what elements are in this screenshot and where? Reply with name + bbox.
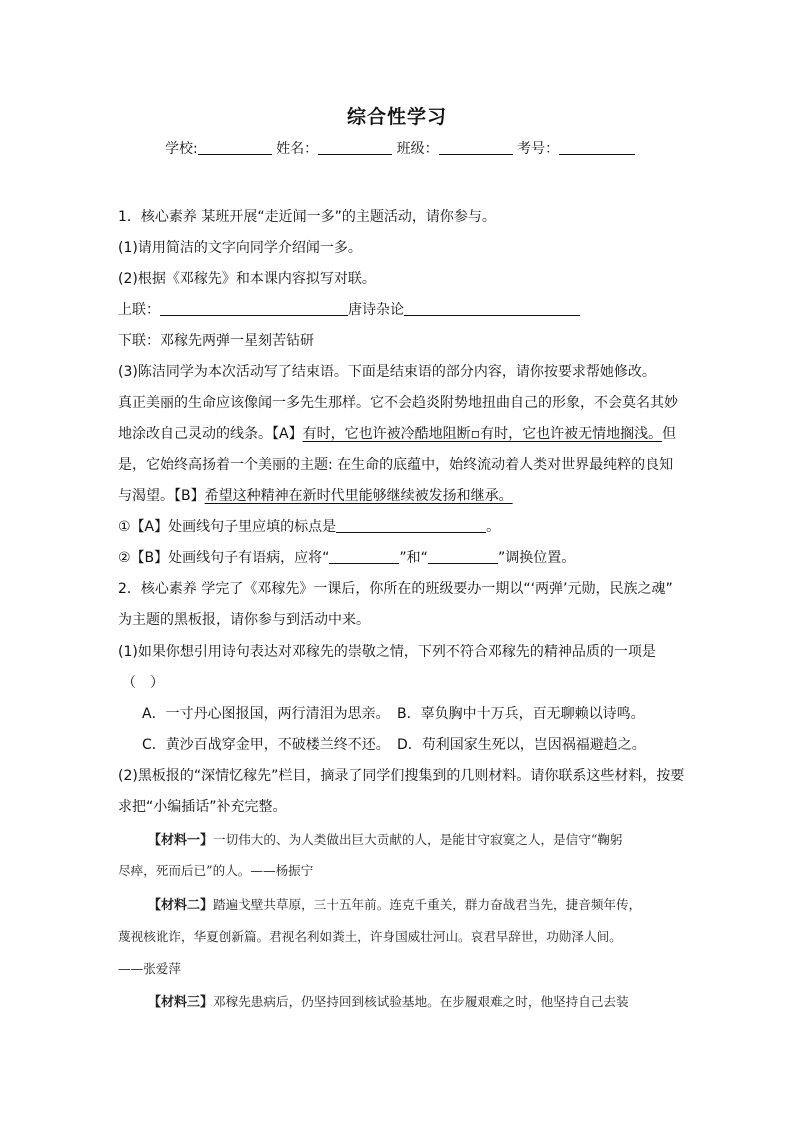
exam-number-field[interactable] bbox=[559, 140, 635, 155]
material-2-tag: 【材料二】 bbox=[148, 898, 214, 913]
answer-paren[interactable]: （ ） bbox=[122, 675, 164, 691]
passage-line-2 bbox=[118, 425, 676, 443]
q2-sub1: (1)如果你想引用诗句表达对邓稼先的崇敬之情，下列不符合邓稼先的精神品质的一项是 bbox=[118, 644, 656, 660]
q2-stem-line-1: 2．核心素养 学完了《邓稼先》一课后，你所在的班级要办一期以“‘两弹’元勋，民族之魂” bbox=[118, 581, 673, 597]
q1-sub3: (3)陈洁同学为本次活动写了结束语。下面是结束语的部分内容，请你按要求帮她修改。 bbox=[118, 364, 656, 380]
page-title: 综合性学习 bbox=[346, 106, 447, 128]
passage-text: 与渴望。【B】 bbox=[118, 488, 205, 504]
q1-part-b bbox=[118, 549, 575, 567]
option-d[interactable]: D．苟利国家生死以，岂因祸福避趋之。 bbox=[397, 737, 646, 753]
q1-lower-couplet: 下联：邓稼先两弹一星刻苦钻研 bbox=[118, 333, 314, 349]
passage-underlined-a: 有时，它也许被冷酷地阻断▫有时，它也许被无情地搁浅。 bbox=[302, 426, 663, 442]
passage-underlined-b: 希望这种精神在新时代里能够继续被发扬和继承。 bbox=[204, 488, 513, 504]
part-a-blank[interactable] bbox=[336, 518, 486, 533]
material-1-line-1 bbox=[148, 831, 622, 850]
material-text: 一切伟大的、为人类做出巨大贡献的人，是能甘守寂寞之人，是信守“鞠躬 bbox=[213, 832, 623, 847]
material-3-tag: 【材料三】 bbox=[148, 995, 214, 1010]
student-info-row bbox=[165, 138, 635, 158]
part-b-blank-1[interactable] bbox=[329, 549, 399, 564]
name-field[interactable] bbox=[318, 140, 392, 155]
material-3-line-1 bbox=[148, 993, 629, 1012]
class-field[interactable] bbox=[439, 140, 513, 155]
passage-text: 但 bbox=[662, 426, 677, 442]
q1-part-a bbox=[118, 518, 500, 536]
option-b[interactable]: B．辜负胸中十万兵，百无聊赖以诗鸣。 bbox=[397, 706, 645, 722]
option-c[interactable]: C．黄沙百战穿金甲，不破楼兰终不还。 bbox=[142, 737, 390, 753]
part-a-text: ①【A】处画线句子里应填的标点是 bbox=[118, 519, 337, 535]
passage-line-1: 真正美丽的生命应该像闻一多先生那样。它不会趋炎附势地扭曲自己的形象，不会莫名其妙 bbox=[118, 395, 678, 411]
upper-couplet-label: 上联： bbox=[118, 302, 160, 318]
q2-sub2-line-2: 求把“小编插话”补充完整。 bbox=[118, 799, 287, 815]
option-a[interactable]: A．一寸丹心图报国，两行清泪为思亲。 bbox=[142, 706, 390, 722]
part-b-text: ”调换位置。 bbox=[497, 550, 576, 566]
material-2-line-3: ——张爱萍 bbox=[118, 961, 181, 976]
q1-stem: 1．核心素养 某班开展“走近闻一多”的主题活动，请你参与。 bbox=[118, 209, 496, 225]
material-1-line-2: 尽瘁，死而后已”的人。——杨振宁 bbox=[118, 863, 314, 878]
material-2-line-1 bbox=[148, 896, 641, 915]
passage-text: 地涂改自己灵动的线条。【A】 bbox=[118, 426, 303, 442]
q2-sub2-line-1: (2)黑板报的“深情忆稼先”栏目，摘录了同学们搜集到的几则材料。请你联系这些材料，按要 bbox=[118, 768, 685, 784]
q1-sub1: (1)请用简洁的文字向同学介绍闻一多。 bbox=[118, 240, 362, 256]
material-2-line-2: 蔑视核讹诈，华夏创新篇。君视名利如粪土，许身国威壮河山。哀君早辞世，功勋泽人间。 bbox=[118, 929, 622, 944]
part-b-blank-2[interactable] bbox=[428, 549, 498, 564]
part-b-text: ②【B】处画线句子有语病，应将“ bbox=[118, 550, 330, 566]
class-label: 班级： bbox=[396, 141, 439, 157]
passage-line-4 bbox=[118, 487, 513, 505]
school-field[interactable] bbox=[198, 140, 272, 155]
material-text: 踏遍戈壁共草原，三十五年前。连克千重关，群力奋战君当先，捷音频年传， bbox=[213, 897, 642, 912]
material-text: 邓稼先患病后，仍坚持回到核试验基地。在步履艰难之时，他坚持自己去装 bbox=[213, 994, 629, 1009]
q1-upper-couplet bbox=[118, 301, 580, 319]
q1-sub2: (2)根据《邓稼先》和本课内容拟写对联。 bbox=[118, 271, 376, 287]
school-label: 学校: bbox=[165, 141, 198, 157]
part-b-text: ”和“ bbox=[399, 550, 428, 566]
part-a-end: 。 bbox=[486, 519, 501, 535]
material-1-tag: 【材料一】 bbox=[148, 833, 214, 848]
passage-line-3: 是，它始终高扬着一个美丽的主题: 在生命的底蕴中，始终流动着人类对世界最纯粹的良知 bbox=[118, 457, 674, 473]
upper-couplet-blank-2[interactable] bbox=[404, 301, 580, 316]
exam-number-label: 考号： bbox=[517, 141, 560, 157]
upper-couplet-mid: 唐诗杂论 bbox=[348, 302, 404, 318]
q2-stem-line-2: 为主题的黑板报，请你参与到活动中来。 bbox=[118, 612, 370, 628]
name-label: 姓名： bbox=[276, 141, 319, 157]
upper-couplet-blank-1[interactable] bbox=[160, 301, 348, 316]
